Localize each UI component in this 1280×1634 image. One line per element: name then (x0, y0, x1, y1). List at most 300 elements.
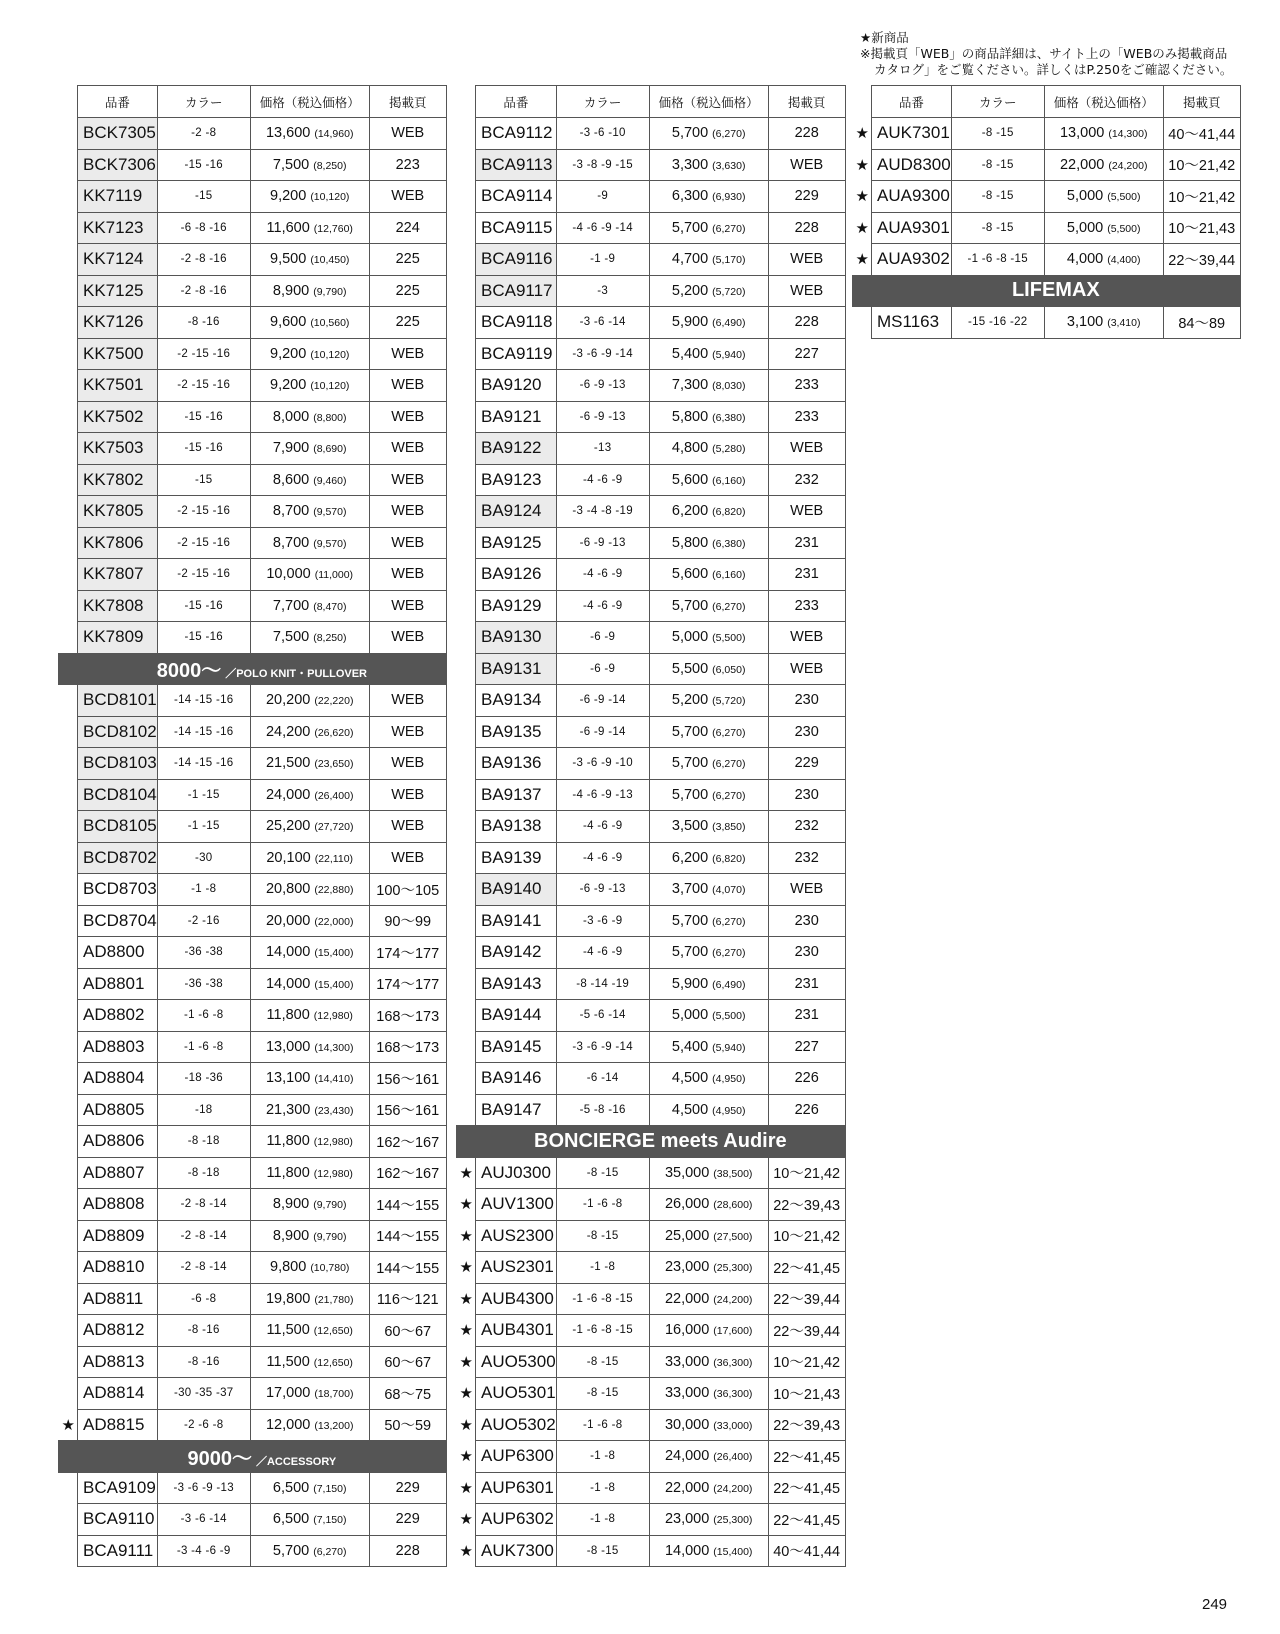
product-code: BA9121 (476, 401, 557, 433)
catalog-page: 228 (369, 1535, 446, 1567)
price-value: 5,700 (671, 786, 709, 803)
product-code: BA9141 (476, 905, 557, 937)
price-with-tax: (27,500) (713, 1230, 753, 1243)
star-spacer (59, 527, 78, 559)
price-cell (1044, 149, 1163, 181)
table-row (59, 527, 447, 559)
price-with-tax: (6,270) (712, 758, 746, 771)
color-options: -8 -14 -19 (556, 968, 649, 1000)
price-with-tax: (3,850) (712, 821, 746, 834)
price-cell (250, 244, 369, 276)
table-row (457, 968, 846, 1000)
catalog-page: 144～155 (369, 1189, 446, 1221)
price-cell (250, 1504, 369, 1536)
color-options: -1 -6 -8 (157, 1031, 250, 1063)
color-options: -1 -8 (556, 1472, 649, 1504)
catalog-page: 226 (768, 1063, 845, 1095)
star-spacer (59, 779, 78, 811)
color-options: -2 -16 (157, 905, 250, 937)
section-label: BONCIERGE meets Audire (534, 1129, 787, 1152)
catalog-page: 223 (369, 149, 446, 181)
catalog-page: 156～161 (369, 1063, 446, 1095)
catalog-page: WEB (369, 401, 446, 433)
price-with-tax: (8,250) (313, 632, 347, 645)
star-spacer (59, 275, 78, 307)
star-spacer (59, 559, 78, 591)
price-value: 9,800 (270, 1259, 307, 1276)
color-options: -14 -15 -16 (157, 685, 250, 717)
price-value: 33,000 (664, 1353, 710, 1370)
new-star-icon: ★ (459, 1165, 473, 1182)
price-cell (250, 1220, 369, 1252)
product-code: BCD8104 (78, 779, 158, 811)
price-value: 20,200 (265, 692, 311, 709)
price-value: 5,600 (671, 566, 709, 583)
star-spacer (59, 212, 78, 244)
star-spacer (457, 370, 476, 402)
price-with-tax: (5,280) (712, 443, 746, 456)
table-row (457, 1283, 846, 1315)
price-cell (649, 1031, 768, 1063)
product-code: AUS2300 (476, 1220, 557, 1252)
price-with-tax: (6,380) (712, 537, 746, 550)
table-row (59, 716, 447, 748)
price-with-tax: (5,500) (1107, 191, 1141, 204)
star-spacer (457, 968, 476, 1000)
price-value: 26,000 (664, 1196, 710, 1213)
product-code: KK7809 (78, 622, 158, 654)
product-code: KK7808 (78, 590, 158, 622)
price-cell (649, 1441, 768, 1473)
product-code: BCD8103 (78, 748, 158, 780)
color-options: -4 -6 -9 (556, 590, 649, 622)
product-code: BA9137 (476, 779, 557, 811)
product-code: BCA9119 (476, 338, 557, 370)
product-code: KK7807 (78, 559, 158, 591)
price-cell (250, 496, 369, 528)
star-spacer (457, 1063, 476, 1095)
new-star-icon: ★ (855, 251, 869, 268)
color-options: -2 -15 -16 (157, 338, 250, 370)
color-options: -2 -15 -16 (157, 559, 250, 591)
color-options: -6 -9 (556, 653, 649, 685)
catalog-page: 22～41,45 (768, 1441, 845, 1473)
price-with-tax: (6,820) (712, 506, 746, 519)
star-spacer (457, 1031, 476, 1063)
price-cell (649, 653, 768, 685)
catalog-page: WEB (369, 433, 446, 465)
star-spacer (457, 338, 476, 370)
price-cell (649, 779, 768, 811)
star-spacer (457, 905, 476, 937)
color-options: -1 -6 -8 (556, 1409, 649, 1441)
star-spacer (59, 1189, 78, 1221)
price-value: 5,700 (671, 219, 709, 236)
color-options: -4 -6 -9 (556, 811, 649, 843)
color-options: -2 -15 -16 (157, 527, 250, 559)
color-options: -14 -15 -16 (157, 716, 250, 748)
product-code: BA9123 (476, 464, 557, 496)
new-product-note: ★新商品 (860, 30, 909, 45)
table-row (853, 181, 1241, 213)
price-with-tax: (24,200) (713, 1482, 753, 1495)
catalog-page: 168～173 (369, 1000, 446, 1032)
table-row (457, 1189, 846, 1221)
price-cell (250, 1315, 369, 1347)
price-value: 5,700 (272, 1542, 310, 1559)
price-with-tax: (6,270) (712, 128, 746, 141)
price-cell (250, 181, 369, 213)
table-row (59, 496, 447, 528)
product-code: MS1163 (872, 307, 952, 339)
new-star-icon: ★ (459, 1479, 473, 1497)
price-value: 4,500 (671, 1070, 709, 1087)
price-with-tax: (25,300) (713, 1262, 753, 1275)
price-cell (1044, 181, 1163, 213)
color-options: -2 -8 -16 (157, 275, 250, 307)
price-cell (649, 1094, 768, 1126)
price-cell (649, 842, 768, 874)
star-spacer (457, 307, 476, 339)
product-code: KK7124 (78, 244, 158, 276)
catalog-page: 144～155 (369, 1220, 446, 1252)
table-row (457, 1346, 846, 1378)
table-row (59, 464, 447, 496)
price-with-tax: (21,780) (314, 1293, 354, 1306)
price-cell (250, 905, 369, 937)
color-options: -3 (556, 275, 649, 307)
price-with-tax: (4,950) (712, 1073, 746, 1086)
catalog-page: 229 (369, 1472, 446, 1504)
catalog-page: 232 (768, 464, 845, 496)
catalog-page: 68～75 (369, 1378, 446, 1410)
catalog-page: 230 (768, 779, 845, 811)
color-options: -3 -6 -10 (556, 118, 649, 150)
color-options: -4 -6 -9 (556, 464, 649, 496)
color-options: -3 -6 -9 -10 (556, 748, 649, 780)
table-row (457, 1252, 846, 1284)
price-cell (649, 1252, 768, 1284)
price-with-tax: (7,150) (313, 1482, 347, 1495)
table-row (59, 212, 447, 244)
price-cell (649, 1315, 768, 1347)
price-cell (649, 244, 768, 276)
catalog-page: 174～177 (369, 968, 446, 1000)
star-spacer (59, 338, 78, 370)
price-cell (649, 118, 768, 150)
price-value: 13,000 (1059, 125, 1105, 142)
price-cell (1044, 118, 1163, 150)
table-row (59, 307, 447, 339)
product-code: BCA9110 (78, 1504, 158, 1536)
section-header (457, 1126, 846, 1158)
product-code: AD8812 (78, 1315, 158, 1347)
color-options: -2 -15 -16 (157, 370, 250, 402)
table-row (457, 811, 846, 843)
star-spacer (59, 1220, 78, 1252)
product-code: AUO5300 (476, 1346, 557, 1378)
price-cell (649, 496, 768, 528)
price-cell (649, 1157, 768, 1189)
catalog-page: WEB (768, 149, 845, 181)
price-value: 4,000 (1066, 251, 1104, 268)
catalog-page: 230 (768, 716, 845, 748)
price-cell (250, 874, 369, 906)
star-spacer (457, 1000, 476, 1032)
section-title (78, 1441, 447, 1473)
price-value: 5,500 (671, 660, 709, 677)
product-code: AD8813 (78, 1346, 158, 1378)
price-with-tax: (5,940) (712, 1041, 746, 1054)
price-value: 12,000 (265, 1416, 311, 1433)
price-value: 7,900 (272, 440, 310, 457)
price-with-tax: (14,300) (314, 1041, 354, 1054)
star-spacer (59, 1031, 78, 1063)
price-value: 6,300 (671, 188, 709, 205)
price-value: 11,800 (266, 1133, 310, 1150)
header-color: カラー (556, 86, 649, 118)
product-code: BCD8102 (78, 716, 158, 748)
section-sublabel: ／ACCESSORY (255, 1455, 337, 1468)
table-row (457, 1031, 846, 1063)
color-options: -1 -6 -8 -15 (951, 244, 1044, 276)
product-code: BA9125 (476, 527, 557, 559)
table-row (59, 1031, 447, 1063)
product-code: BA9126 (476, 559, 557, 591)
price-with-tax: (10,120) (310, 348, 350, 361)
price-value: 24,000 (265, 786, 311, 803)
new-star-icon: ★ (61, 1416, 75, 1434)
product-code: BCA9113 (476, 149, 557, 181)
section-title (78, 653, 447, 685)
catalog-page: 22～39,44 (1163, 244, 1240, 276)
product-code: BCA9118 (476, 307, 557, 339)
product-code: BCD8702 (78, 842, 158, 874)
catalog-page: WEB (369, 496, 446, 528)
table-row (457, 496, 846, 528)
catalog-page: WEB (369, 559, 446, 591)
table-row (59, 842, 447, 874)
price-cell (250, 779, 369, 811)
price-cell (250, 590, 369, 622)
price-value: 5,700 (671, 944, 709, 961)
catalog-page: 40～41,44 (768, 1535, 845, 1567)
star-spacer (457, 149, 476, 181)
price-with-tax: (26,400) (314, 789, 354, 802)
product-code: BA9142 (476, 937, 557, 969)
price-cell (649, 968, 768, 1000)
price-cell (649, 1189, 768, 1221)
table-row (59, 1315, 447, 1347)
price-with-tax: (9,790) (313, 1199, 347, 1212)
header-color: カラー (951, 86, 1044, 118)
price-cell (649, 401, 768, 433)
star-spacer (457, 685, 476, 717)
price-with-tax: (4,400) (1107, 254, 1141, 267)
color-options: -15 -16 (157, 590, 250, 622)
price-value: 13,000 (265, 1038, 311, 1055)
table-row (457, 433, 846, 465)
price-cell (250, 149, 369, 181)
star-spacer (457, 527, 476, 559)
price-with-tax: (12,760) (313, 222, 353, 235)
price-value: 5,400 (671, 1038, 709, 1055)
price-value: 24,200 (265, 723, 311, 740)
table-row (457, 244, 846, 276)
product-code: AD8802 (78, 1000, 158, 1032)
price-value: 25,200 (265, 818, 311, 835)
color-options: -2 -8 (157, 118, 250, 150)
price-cell (250, 1189, 369, 1221)
price-with-tax: (5,720) (712, 285, 746, 298)
price-with-tax: (5,170) (712, 254, 746, 267)
catalog-page: 90～99 (369, 905, 446, 937)
price-value: 5,800 (671, 408, 709, 425)
star-spacer (457, 275, 476, 307)
section-label: 9000～ (187, 1447, 252, 1470)
price-value: 6,200 (671, 503, 709, 520)
price-value: 5,700 (671, 597, 709, 614)
price-value: 6,200 (671, 849, 709, 866)
star-spacer (59, 685, 78, 717)
catalog-page: WEB (768, 496, 845, 528)
price-value: 5,400 (671, 345, 709, 362)
color-options: -8 -15 (951, 212, 1044, 244)
star-spacer (853, 307, 872, 339)
price-cell (649, 433, 768, 465)
price-with-tax: (14,300) (1108, 128, 1148, 141)
price-with-tax: (5,500) (712, 1010, 746, 1023)
product-code: BA9144 (476, 1000, 557, 1032)
table-row (59, 1346, 447, 1378)
color-options: -2 -8 -14 (157, 1220, 250, 1252)
price-cell (250, 433, 369, 465)
table-row (59, 905, 447, 937)
price-cell (250, 1283, 369, 1315)
price-with-tax: (6,380) (712, 411, 746, 424)
table-row (59, 1220, 447, 1252)
table-row (457, 401, 846, 433)
price-value: 35,000 (664, 1164, 710, 1181)
catalog-page: 116～121 (369, 1283, 446, 1315)
price-cell (649, 527, 768, 559)
color-options: -36 -38 (157, 937, 250, 969)
price-value: 33,000 (664, 1385, 710, 1402)
star-spacer (59, 1535, 78, 1567)
color-options: -6 -9 -13 (556, 370, 649, 402)
section-title (872, 275, 1241, 307)
table-row (457, 1504, 846, 1536)
price-value: 23,000 (664, 1511, 710, 1528)
price-cell (649, 1000, 768, 1032)
star-spacer (853, 275, 872, 307)
price-value: 9,600 (270, 314, 307, 331)
star-spacer (59, 1157, 78, 1189)
table-row (59, 811, 447, 843)
star-spacer (457, 1094, 476, 1126)
price-cell (250, 842, 369, 874)
price-value: 11,800 (266, 1164, 310, 1181)
star-spacer (59, 307, 78, 339)
color-options: -3 -6 -9 (556, 905, 649, 937)
price-with-tax: (4,950) (712, 1104, 746, 1117)
price-cell (250, 275, 369, 307)
table-header (457, 86, 846, 118)
price-cell (649, 275, 768, 307)
catalog-page: 227 (768, 338, 845, 370)
product-code: KK7805 (78, 496, 158, 528)
price-with-tax: (8,800) (313, 411, 347, 424)
catalog-page: 10～21,42 (768, 1220, 845, 1252)
product-code: BA9140 (476, 874, 557, 906)
product-code: BA9143 (476, 968, 557, 1000)
price-value: 20,000 (265, 912, 311, 929)
price-with-tax: (6,270) (712, 915, 746, 928)
price-with-tax: (15,400) (713, 1545, 753, 1558)
color-options: -6 -14 (556, 1063, 649, 1095)
product-code: KK7503 (78, 433, 158, 465)
table-row (457, 685, 846, 717)
price-with-tax: (24,200) (713, 1293, 753, 1306)
star-spacer (59, 1504, 78, 1536)
catalog-page: 40～41,44 (1163, 118, 1240, 150)
product-code: BCA9109 (78, 1472, 158, 1504)
price-with-tax: (3,410) (1107, 317, 1141, 330)
product-code: BCA9112 (476, 118, 557, 150)
star-spacer (59, 1126, 78, 1158)
star-spacer (457, 653, 476, 685)
table-row (457, 1441, 846, 1473)
star-spacer (457, 118, 476, 150)
price-with-tax: (23,650) (314, 758, 354, 771)
price-value: 5,600 (671, 471, 709, 488)
price-cell (649, 905, 768, 937)
price-value: 9,500 (270, 251, 307, 268)
product-code: AUO5301 (476, 1378, 557, 1410)
table-row (59, 1189, 447, 1221)
star-spacer (59, 1346, 78, 1378)
price-cell (250, 1472, 369, 1504)
price-value: 5,700 (671, 723, 709, 740)
price-cell (250, 338, 369, 370)
price-value: 17,000 (265, 1385, 311, 1402)
color-options: -30 -35 -37 (157, 1378, 250, 1410)
table-row (457, 1063, 846, 1095)
price-cell (649, 559, 768, 591)
color-options: -18 -36 (157, 1063, 250, 1095)
price-with-tax: (9,570) (313, 506, 347, 519)
price-value: 5,000 (671, 629, 709, 646)
color-options: -1 -6 -8 (556, 1189, 649, 1221)
star-spacer (457, 842, 476, 874)
table-row (457, 842, 846, 874)
price-with-tax: (14,410) (314, 1073, 354, 1086)
table-row (457, 181, 846, 213)
product-code: AUP6300 (476, 1441, 557, 1473)
new-star-icon: ★ (459, 1290, 473, 1308)
price-with-tax: (6,270) (712, 789, 746, 802)
table-row (457, 748, 846, 780)
product-code: BCD8101 (78, 685, 158, 717)
price-value: 24,000 (664, 1448, 710, 1465)
color-options: -15 -16 -22 (951, 307, 1044, 339)
price-with-tax: (11,000) (314, 569, 354, 582)
price-cell (250, 1252, 369, 1284)
price-cell (649, 748, 768, 780)
header-spacer (457, 86, 476, 118)
color-options: -6 -9 -14 (556, 685, 649, 717)
price-value: 4,500 (671, 1101, 709, 1118)
